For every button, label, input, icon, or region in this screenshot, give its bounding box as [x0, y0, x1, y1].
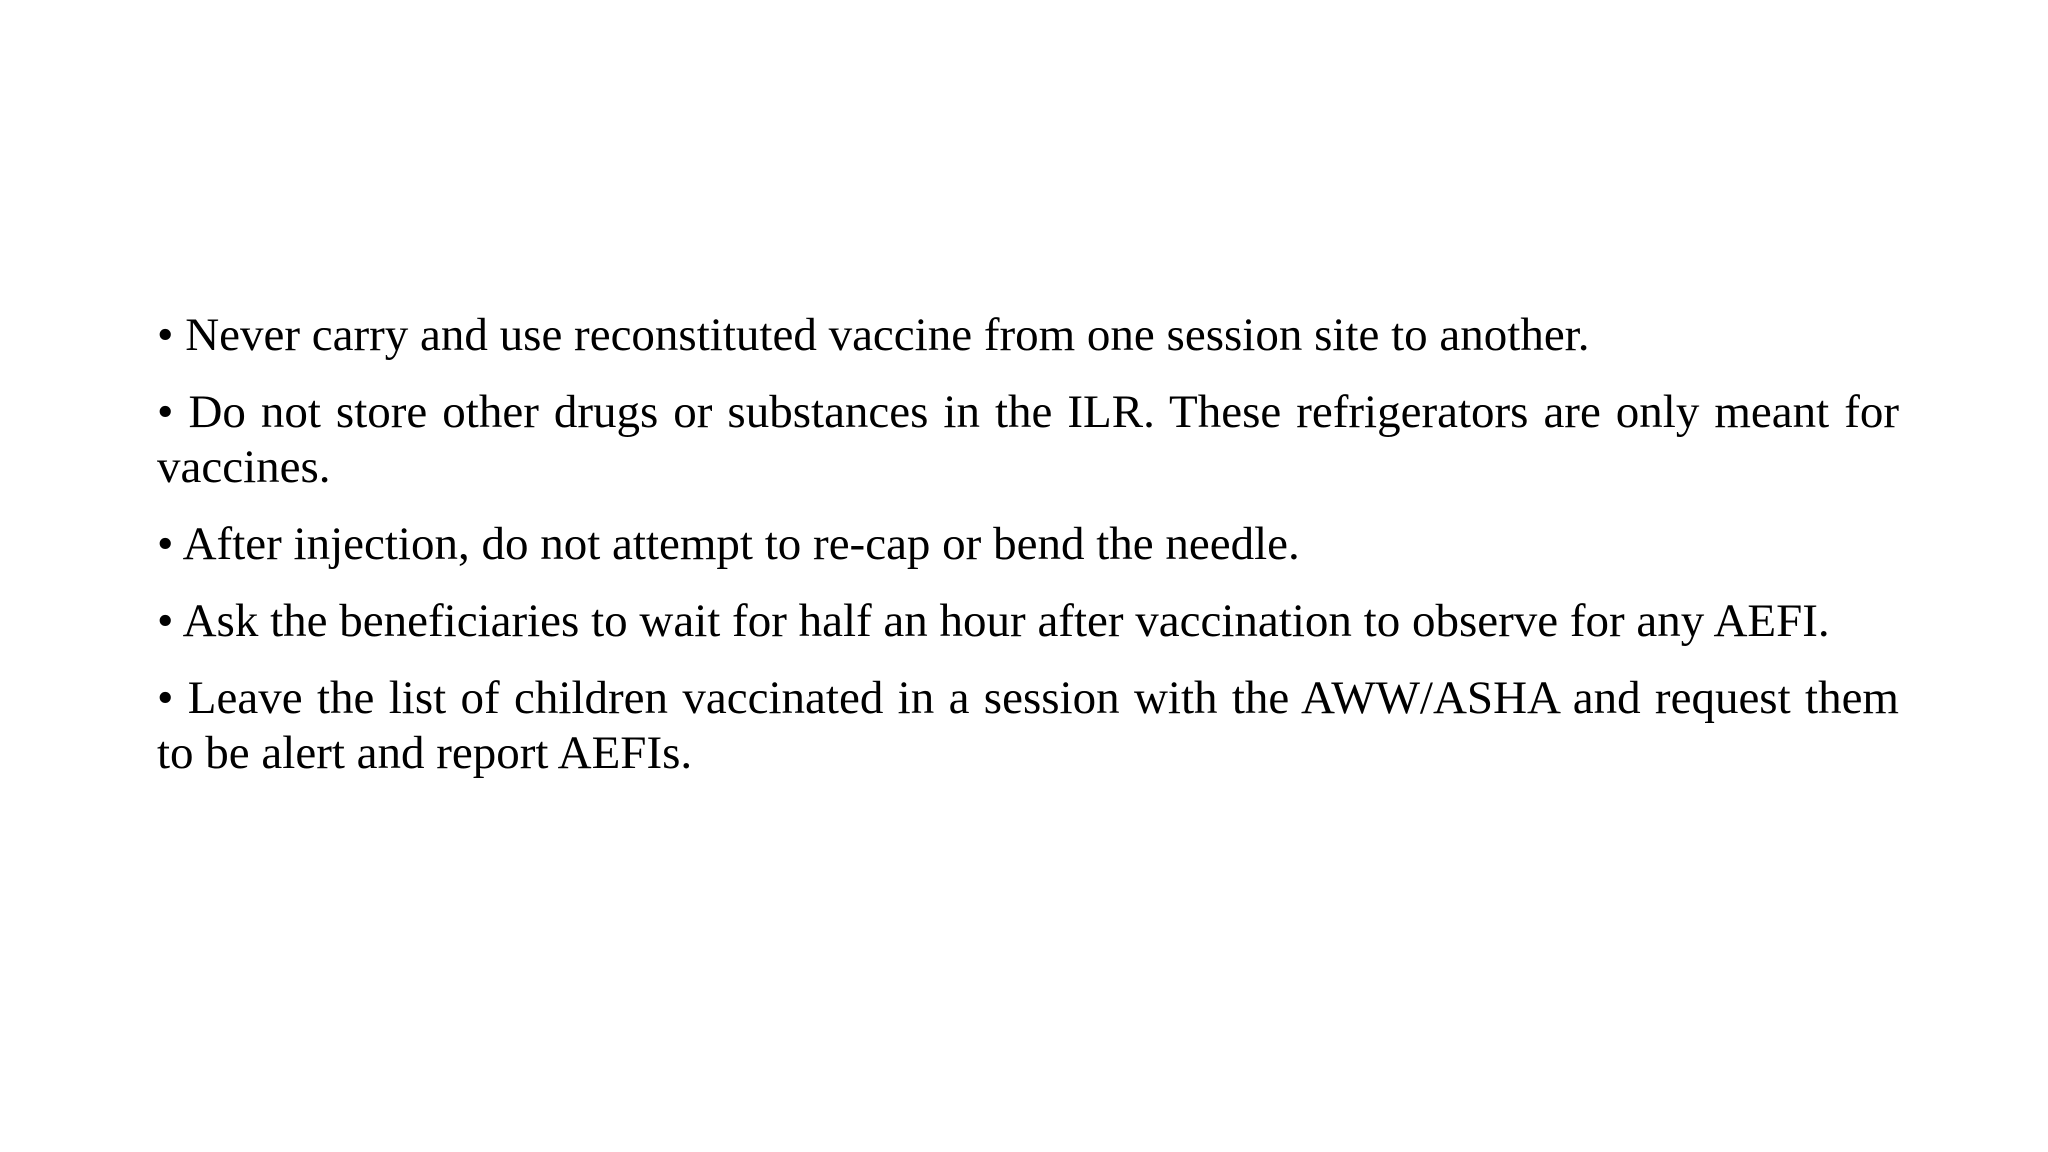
bullet-item-wait-observe: • Ask the beneficiaries to wait for half an hour after vaccination to observe for any AEFI.	[157, 595, 1830, 647]
bullet-item-reconstituted-vaccine: • Never carry and use reconstituted vaccine from one session site to another.	[157, 309, 1590, 361]
bullet-item-ilr-storage: • Do not store other drugs or substances in the ILR. These refrigerators are only meant for vaccines.	[157, 386, 1899, 493]
bullet-list	[157, 308, 1899, 803]
bullet-item-needle: • After injection, do not attempt to re-cap or bend the needle.	[157, 518, 1300, 570]
bullet-item-list-aww-asha: • Leave the list of children vaccinated in a session with the AWW/ASHA and request them to be alert and report AEFIs.	[157, 672, 1899, 779]
